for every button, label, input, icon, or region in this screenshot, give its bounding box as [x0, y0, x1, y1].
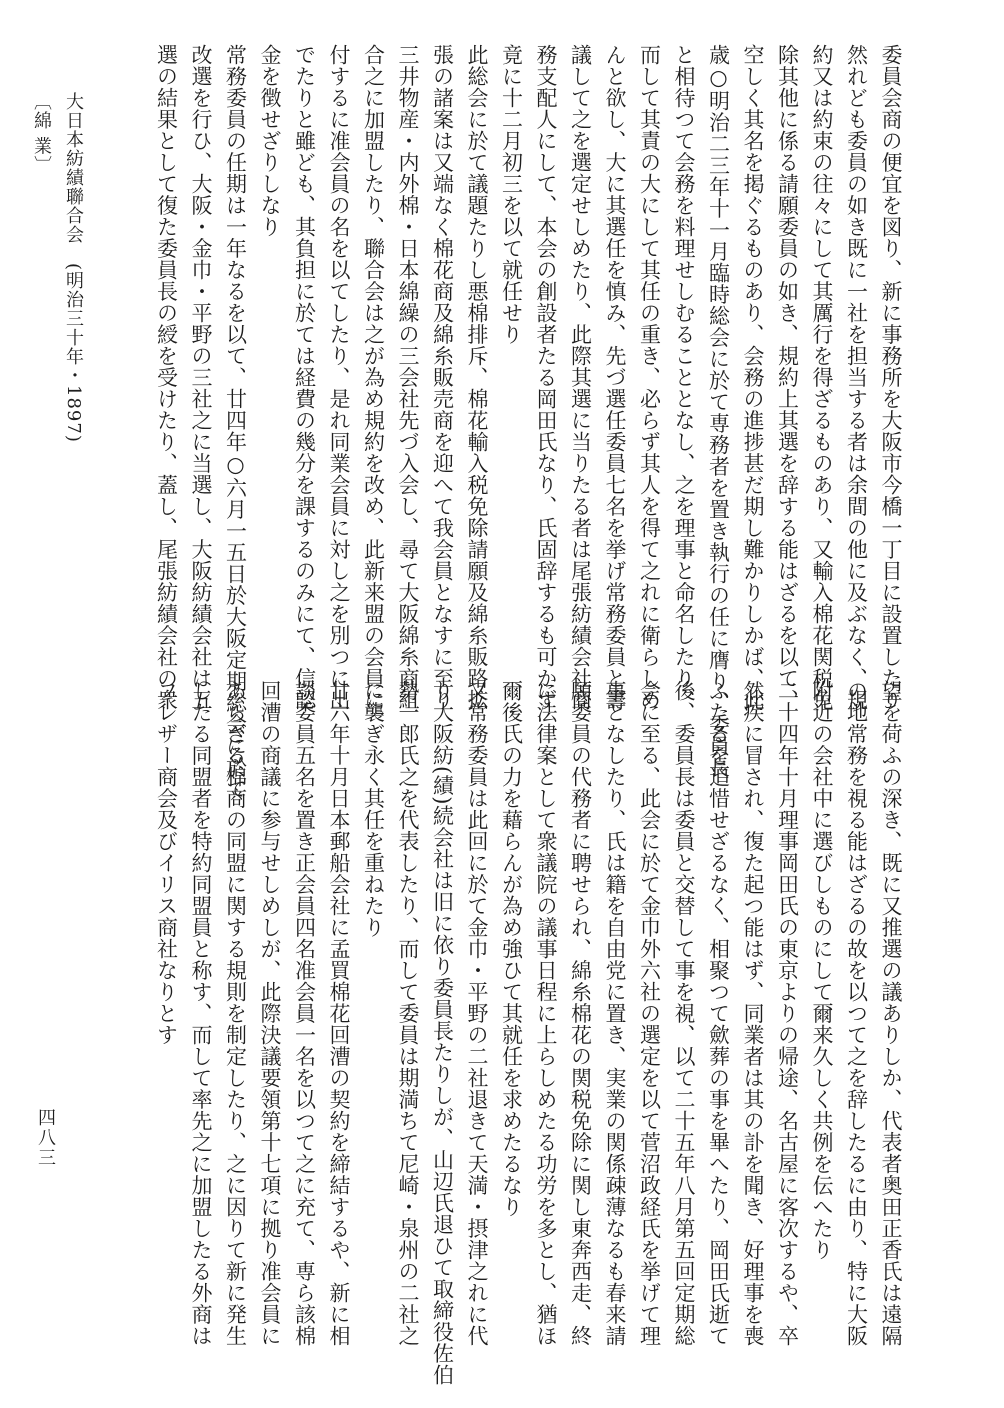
text-line: 約又は約束の往々にして其厲行を得ざるものあり、又輸入棉花関税免: [810, 44, 834, 711]
text-line: 三井物産・内外棉・日本綿繰の三会社先づ入会し、尋て大阪綿糸商組: [396, 44, 420, 711]
text-line: 爾後氏の力を藉らんが為め強ひて其就任を求めたるなり: [499, 680, 524, 1218]
text-line: 金を徴せざりしなり: [258, 44, 282, 238]
text-line: 務支配人にして、本会の創設者たる岡田氏なり、氏固辞するも可かず: [534, 44, 558, 711]
text-block-top: [149, 44, 908, 800]
text-line: 議して之を選定せしめたり、此際其選に当りたる者は尾張紡績会社商: [568, 44, 593, 711]
text-line: 後、委員長は委員と交替して事を視、以て二十五年八月第五回定期総: [672, 680, 696, 1347]
page-number: 四八三: [35, 1108, 56, 1168]
text-line: に法律案として衆議院の議事日程に上らしめたる功労を多とし、猶ほ: [534, 680, 558, 1347]
section-header: 〔綿 業〕: [31, 92, 52, 175]
text-line: に襲ぎ永く其任を重ねたり: [361, 680, 386, 938]
text-line: 事となしたり、氏は籍を自由党に置き、実業の関係疎薄なるも春来請: [603, 680, 627, 1347]
text-line: 而して其責の大にして其任の重き、必らず其人を得て之れに衛らしめ: [637, 44, 662, 711]
text-line: 除其他に係る請願委員の如き、規約上其選を辞する能はざるを以て、: [775, 44, 800, 711]
text-line: 空しく其名を掲ぐるものあり、会務の進捗甚だ期し難かりしかば、此: [741, 44, 765, 711]
text-line: 望を荷ふの深き、既に又推選の議ありしか、代表者奥田正香氏は遠隔: [879, 680, 903, 1347]
text-line: 附近の会社中に選びしものにして爾来久しく共例を伝へたり: [810, 680, 834, 1261]
text-line: 委員会商の便宜を図り、新に事務所を大阪市今橋一丁目に設置したり: [879, 44, 903, 711]
text-line: フレザー商会及びイリス商社なりとす: [154, 680, 179, 1046]
text-line: 歳○明治二三年十一月臨時総会に於て専務者を置き執行の任に膺り、委員長: [706, 44, 731, 778]
text-line: したる同盟者を特約同盟員と称す、而して率先之に加盟したる外商は: [189, 680, 213, 1347]
text-line: と相待つて会務を料理せしむることとなし、之を理事と命名したり、: [672, 44, 696, 711]
text-line: の地常務を視る能はざるの故を以つて之を辞したるに由り、特に大阪: [844, 680, 869, 1347]
text-line: 改選を行ひ、大阪・金巾・平野の三社之に当選し、大阪紡績会社は五: [189, 44, 213, 711]
text-line: 常務委員の任期は一年なるを以て、廿四年○六月一五日於大阪定期総会に於て: [223, 44, 248, 800]
text-line: り大阪紡(績)続会社は旧に依り委員長たりしが、山辺氏退ひて取締役佐伯: [430, 680, 455, 1386]
text-line: 願委員の代務者に聘せられ、綿糸棉花の関税免除に関し東奔西走、終: [568, 680, 593, 1347]
text-line: 然れども委員の如き既に一社を担当する者は余間の他に及ぶなく、規: [844, 44, 869, 711]
text-line: 合之に加盟したり、聯合会は之が為め規約を改め、此新来盟の会員に: [361, 44, 386, 711]
text-line: 然疾に冒され、復た起つ能はず、同業者は其の訃を聞き、好理事を喪: [741, 680, 765, 1347]
text-line: 選の結果として復た委員長の綬を受けたり、蓋し、尾張紡績会社の衆: [154, 44, 179, 711]
text-line: あらざる棉商の同盟に関する規則を制定したり、之に因りて新に発生: [223, 680, 248, 1347]
text-line: 勢一郎氏之を代表したり、而して委員は期満ちて尼崎・泉州の二社之: [396, 680, 420, 1347]
text-block-bottom: [149, 680, 908, 1386]
text-line: 談委員五名を置き正会員四名准会員一名を以つて之に充て、専ら該棉: [292, 680, 317, 1347]
text-line: 此総会に於て議題たりし悪棉排斥、棉花輸入税免除請願及綿糸販路拡: [465, 44, 489, 711]
text-line: 回漕の商議に参与せしめしが、此際決議要領第十七項に拠り准会員に: [258, 680, 282, 1347]
text-line: んと欲し、大に其選任を慎み、先づ選任委員七名を挙げ常務委員と籌: [603, 44, 627, 711]
running-title: 大日本紡績聯合会 (明治三十年・1897): [63, 92, 84, 443]
text-line: 会に至る、此会に於て金巾外六社の選定を以て菅沼政経氏を挙げて理: [637, 680, 662, 1347]
text-line: 又常務委員は此回に於て金巾・平野の二社退きて天満・摂津之れに代: [465, 680, 489, 1347]
text-line: でたりと雖ども、其負担に於ては経費の幾分を課するのみにて、信認: [292, 44, 317, 711]
text-line: ふたるを追惜せざるなく、相聚つて歛葬の事を畢へたり、岡田氏逝て: [706, 680, 731, 1347]
text-line: 竟に十二月初三を以て就任せり: [499, 44, 524, 345]
text-line: 付するに准会員の名を以てしたり、是れ同業会員に対し之を別つに出: [327, 44, 351, 711]
text-line: 廿六年十月日本郵船会社に孟買棉花回漕の契約を締結するや、新に相: [327, 680, 351, 1347]
text-line: 二十四年十月理事岡田氏の東京よりの帰途、名古屋に客次するや、卒: [775, 680, 800, 1347]
text-line: 張の諸案は又端なく棉花商及綿糸販売商を迎へて我会員となすに至り: [430, 44, 455, 711]
